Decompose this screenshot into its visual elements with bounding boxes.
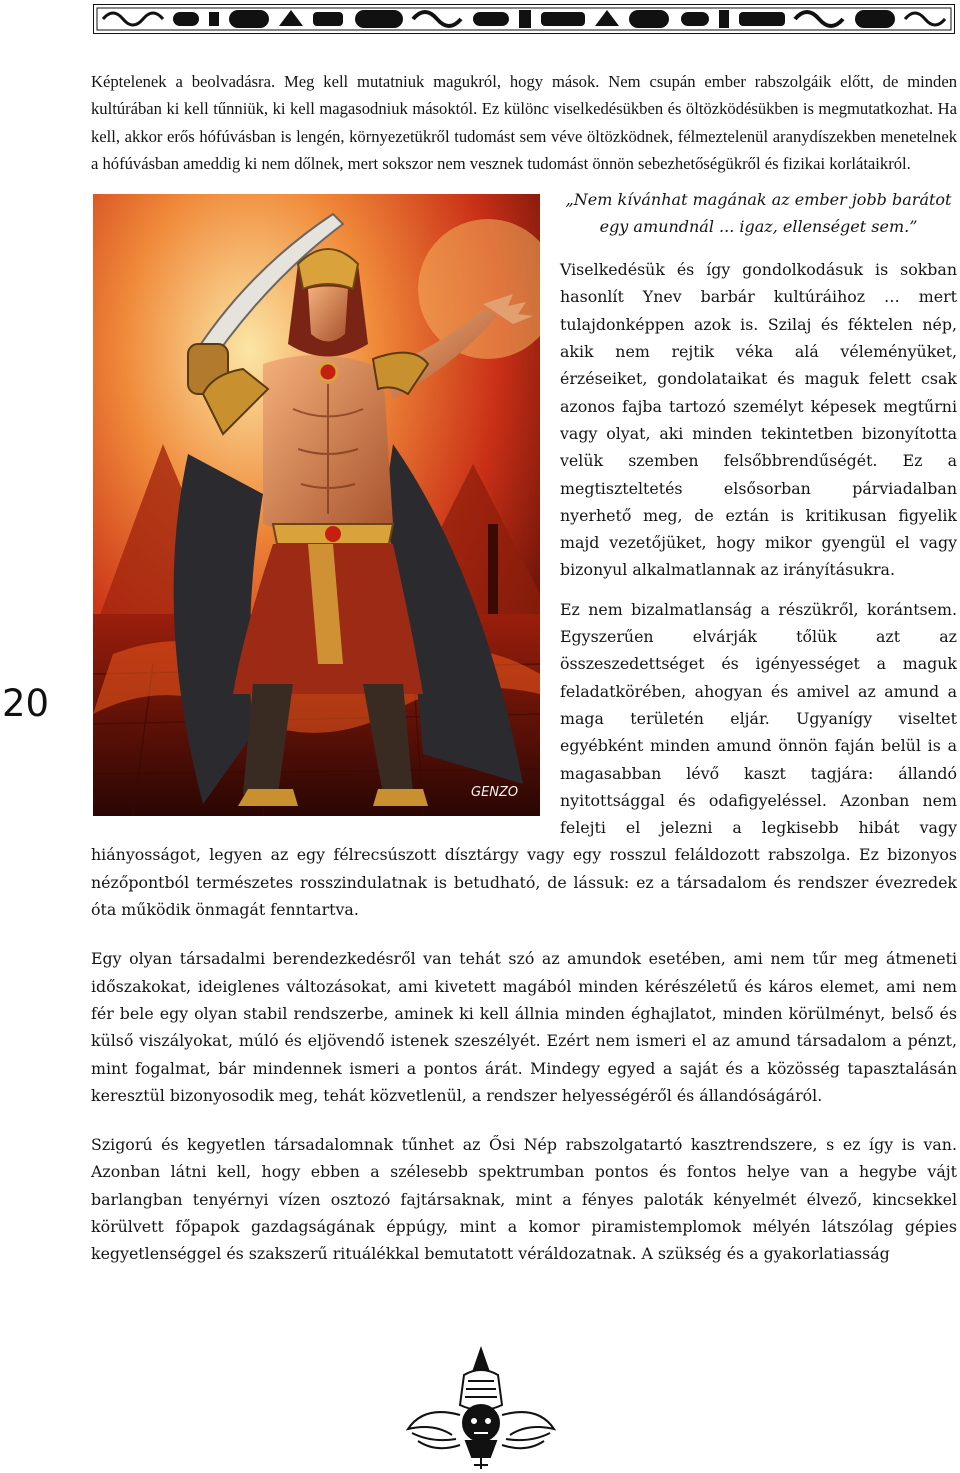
paragraph-1: Képtelenek a beolvadásra. Meg kell mutatniuk magukról, hogy mások. Nem csupán ember rabszolgáik előtt, de minden kultúrában ki kell tűnniük, ki kell magasodniuk másoktól. Ez különc viselkedésükben és öltözködésükben is megmutatkozhat. Ha kell, akkor erős hófúvásban is lengén, környezetükről tudomást sem véve öltözködnek, félmeztelenül aranydíszekben menetelnek a hófúvásban ameddig ki nem dőlnek, mert sokszor nem vesznek tudomást önnön sebezhetőségükről és fizikai korlátaikról. (91, 72, 957, 173)
header-banner (93, 4, 955, 34)
illustration-art (93, 194, 540, 816)
paragraph-3: Ez nem bizalmatlanság a részükről, korántsem. Egyszerűen elvárják tőlük azt az összeszedettséget és igényességet a maguk feladatkörében, ahogyan és amivel az amund a maga területén eljár. Ugyanígy viseltet egyébként minden amund önnön faján belül is a magasabban lévő kaszt tagjára: állandó nyitottsággal és odafigyeléssel. Azonban nem felejti el jelezni a legkisebb hibát vagy hiányosságot, legyen az egy félrecsúszott dísztárgy vagy egy rosszul feláldozott rabszolga. Ez bizonyos nézőpontból természetes rosszindulatnak is betudható, de lássuk: ez a társadalom és rendszer évezredek óta működik önmagát fenntartva. (91, 599, 957, 920)
page-number: 20 (2, 682, 50, 725)
pharaoh-skull-ornament (404, 1345, 558, 1470)
article-body (91, 68, 957, 1268)
pharaoh-warrior-illustration (93, 194, 540, 816)
quote: „Nem kívánhat magának az ember jobb barátot egy amundnál ... igaz, ellenséget sem.” (565, 190, 952, 237)
artist-signature: GENZO (471, 785, 519, 801)
illustrated-section (91, 186, 957, 923)
paragraph-5: Szigorú és kegyetlen társadalomnak tűnhet az Ősi Nép rabszolgatartó kasztrendszere, s ez így is van. Azonban látni kell, hogy ebben a szélesebb spektrumban pontos és fontos helye van a hegybe vájt barlangban tenyérnyi vízen osztozó fajtársaknak, mint a fényes paloták kényelmét élvező, kincsekkel körülvett főpapok gazdagságának éppúgy, mint a komor piramistemplomok mélyén látszólag gépies kegyetlenséggel és szakszerű rituálékkal bemutatott véráldozatnak. A szükség és a gyakorlatiasság (91, 1135, 957, 1264)
paragraph-4: Egy olyan társadalmi berendezkedésről van tehát szó az amundok esetében, ami nem tűr meg átmeneti időszakokat, ideiglenes változásokat, ami kivetett magából minden kérészéletű és káros elemet, ami nem fér bele egy olyan stabil rendszerbe, aminek ki kell állnia minden éghajlatot, minden körülményt, belső és külső viszályokat, múló és eljövendő istenek szeszélyét. Ezért nem ismeri el az amund társadalom a pénzt, mint fogalmat, bár mindennek ismeri a pontos árát. Mindegy egyed a saját és a közösség tapasztalásán keresztül bizonyosodik meg, tehát közvetlenül, a rendszer helyességéről és állandóságáról. (91, 949, 957, 1105)
paragraph-2: Viselkedésük és így gondolkodásuk is sokban hasonlít Ynev barbár kultúráihoz … mert tulajdonképpen azok is. Szilaj és féktelen nép, akik nem rejtik véka alá véleményüket, érzéseiket, gondolataikat és maguk felett csak azonos fajba tartozó személyt képesek megtűrni vagy olyat, aki minden tekintetben bizonyította velük szemben felsőbbrendűségét. Ez a megtiszteltetés elsősorban párviadalban nyerhető meg, de eztán is kritikusan figyelik majd vezetőjüket, hogy mikor gyengül el vagy bizonyul alkalmatlannak az irányításukra. (560, 260, 957, 580)
